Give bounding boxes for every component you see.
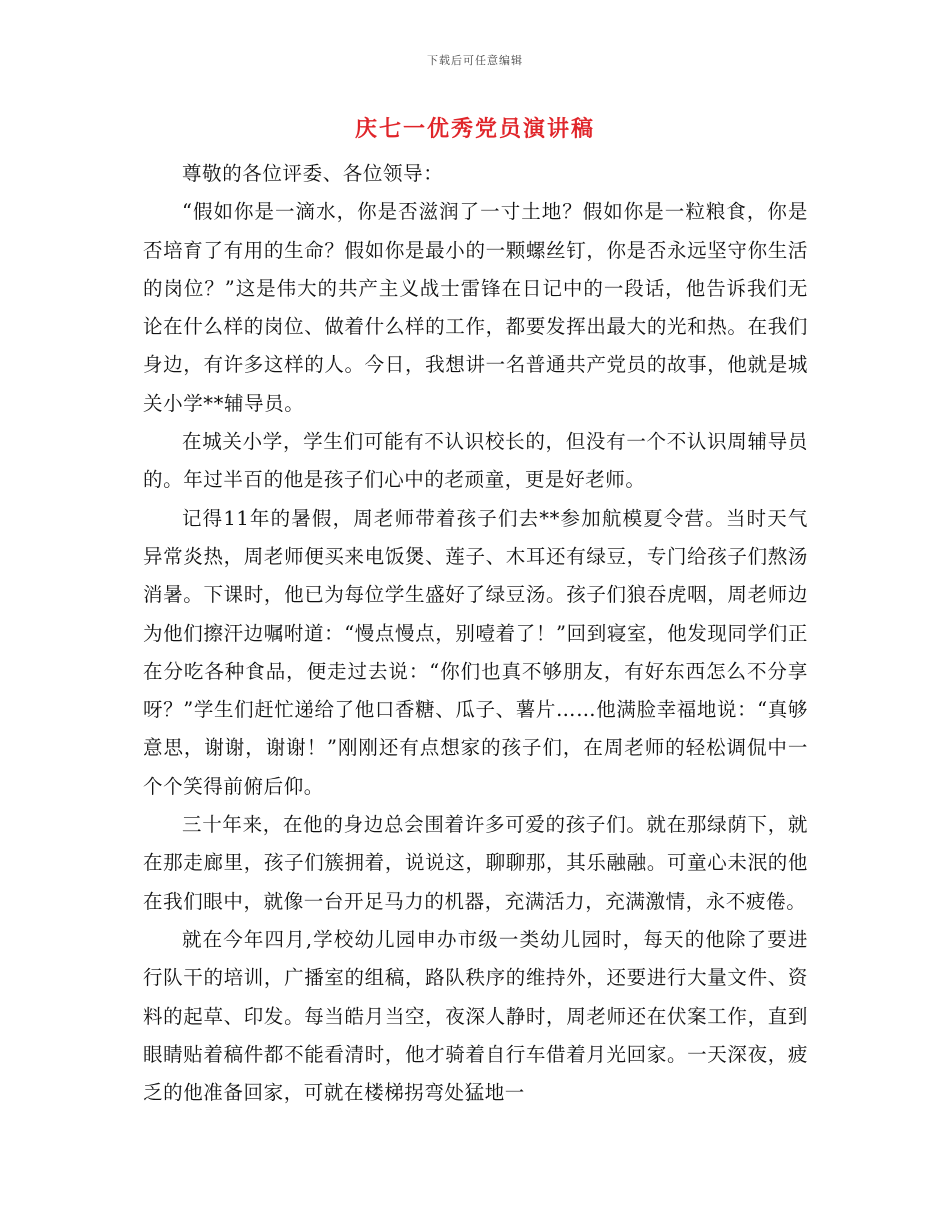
paragraph-thirty-years: 三十年来，在他的身边总会围着许多可爱的孩子们。就在那绿荫下，就在那走廊里，孩子们簇拥着，说说这，聊聊那，其乐融融。可童心未泯的他在我们眼中，就像一台开足马力的机器，充满活力，充满激情，永不疲倦。	[143, 813, 808, 913]
paragraph-summer-camp: 记得11年的暑假，周老师带着孩子们去**参加航模夏令营。当时天气异常炎热，周老师便买来电饭煲、莲子、木耳还有绿豆，专门给孩子们熬汤消暑。下课时，他已为每位学生盛好了绿豆汤。孩子们狼吞虎咽，周老师边为他们擦汗边嘱咐道：“慢点慢点，别噎着了！”回到寝室，他发现同学们正在分吃各种食品，便走过去说：“你们也真不够朋友，有好东西怎么不分享呀？”学生们赶忙递给了他口香糖、瓜子、薯片……他满脸幸福地说：“真够意思，谢谢，谢谢！”刚刚还有点想家的孩子们，在周老师的轻松调侃中一个个笑得前俯后仰。	[143, 506, 808, 798]
paragraph-leifeng-quote: “假如你是一滴水，你是否滋润了一寸土地？假如你是一粒粮食，你是否培育了有用的生命？假如你是最小的一颗螺丝钉，你是否永远坚守你生活的岗位？”这是伟大的共产主义战士雷锋在日记中的一段话，他告诉我们无论在什么样的岗位、做着什么样的工作，都要发挥出最大的光和热。在我们身边，有许多这样的人。今日，我想讲一名普通共产党员的故事，他就是城关小学**辅导员。	[143, 200, 808, 415]
paragraph-school-intro: 在城关小学，学生们可能有不认识校长的，但没有一个不认识周辅导员的。年过半百的他是孩子们心中的老顽童，更是好老师。	[143, 430, 808, 492]
page-header: 下载后可任意编辑	[427, 54, 523, 67]
document-title: 庆七一优秀党员演讲稿	[354, 116, 595, 142]
document-body	[143, 155, 808, 1112]
salutation: 尊敬的各位评委、各位领导：	[182, 162, 444, 185]
paragraph-april-work: 就在今年四月,学校幼儿园申办市级一类幼儿园时，每天的他除了要进行队干的培训，广播室的组稿，路队秩序的维持外，还要进行大量文件、资料的起草、印发。每当皓月当空，夜深人静时，周老师还在伏案工作，直到眼睛贴着稿件都不能看清时，他才骑着自行车借着月光回家。一天深夜，疲乏的他准备回家，可就在楼梯拐弯处猛地一	[143, 927, 808, 1105]
